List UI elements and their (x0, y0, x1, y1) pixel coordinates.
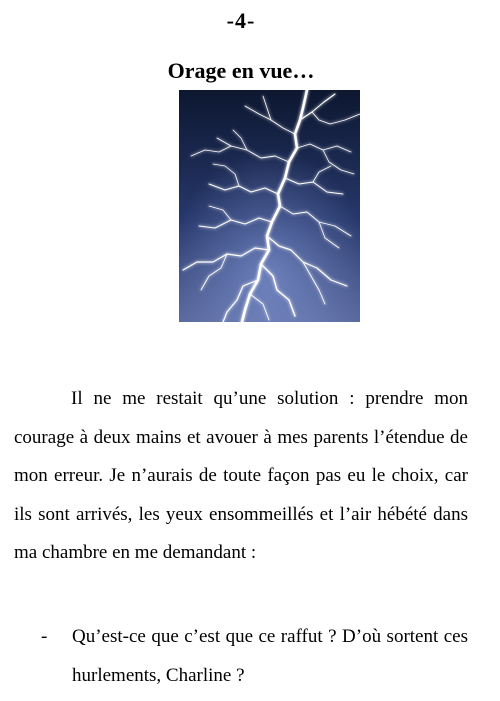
body-text (14, 380, 468, 573)
paragraph: Il ne me restait qu’une solution : prendre mon courage à deux mains et avouer à mes parents l’étendue de mon erreur. Je n’aurais de toute façon pas eu le choix, car ils sont arrivés, les yeux ensommeillés et l’air hébété dans ma chambre en me demandant : (14, 388, 468, 563)
lightning-illustration (179, 90, 360, 322)
dialogue-text: Qu’est-ce que c’est que ce raffut ? D’où sortent ces hurlements, Charline ? (72, 626, 468, 686)
chapter-title: Orage en vue… (167, 58, 315, 83)
chapter-number: -4- (226, 8, 256, 33)
dialogue-dash: - (41, 626, 48, 647)
dialogue-line (14, 618, 468, 695)
